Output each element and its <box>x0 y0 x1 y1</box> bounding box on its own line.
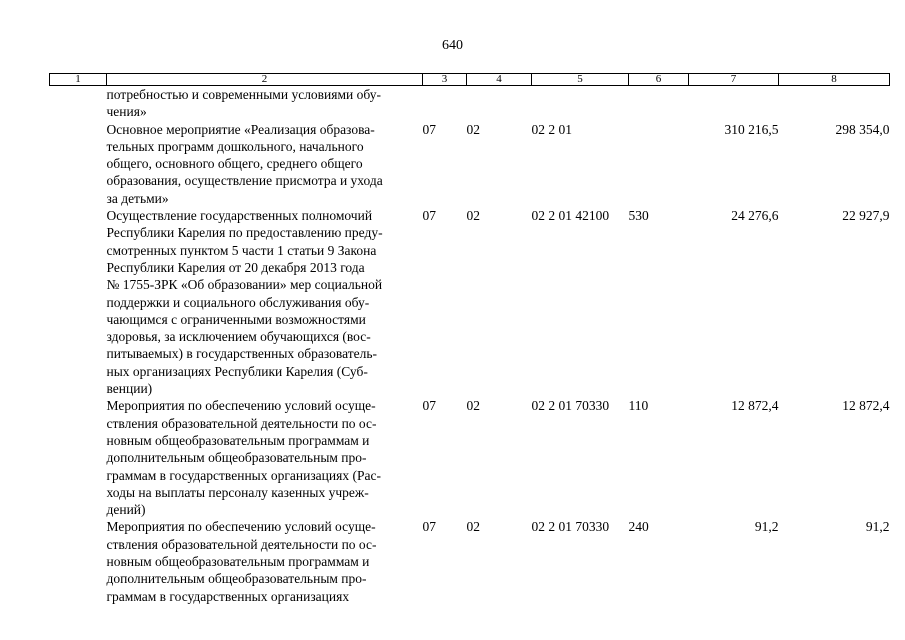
item-name-line: потребностью и современными условиями обу- <box>106 87 381 102</box>
table-row <box>50 397 890 518</box>
item-name-line: здоровья, за исключением обучающихся (вос- <box>106 329 371 345</box>
item-name-line: Республики Карелия по предоставлению преду- <box>106 225 383 241</box>
item-name-line: смотренных пунктом 5 части 1 статьи 9 Закона <box>106 242 377 258</box>
table-row <box>50 207 890 397</box>
item-name-line: Осуществление государственных полномочий <box>106 208 373 224</box>
item-name-line: новным общеобразовательным программам и <box>106 432 370 448</box>
expense-type-cell <box>629 121 689 207</box>
target-item-cell: 02 2 01 42100 <box>531 208 610 224</box>
amount-year-1-cell: 24 276,6 <box>731 208 779 224</box>
item-name-line: поддержки и социального обслуживания обу- <box>106 294 370 310</box>
column-header-4: 4 <box>467 74 532 86</box>
amount-year-2-cell <box>779 86 890 121</box>
item-name-line: дополнительным общеобразовательным про- <box>106 571 367 587</box>
row-number-cell <box>50 207 107 397</box>
column-header-1: 1 <box>50 74 107 86</box>
amount-year-1-cell: 91,2 <box>754 519 779 535</box>
target-item-cell <box>532 86 629 121</box>
item-name-line: дополнительным общеобразовательным про- <box>106 450 367 466</box>
subsection-cell: 02 <box>466 519 480 535</box>
table-row <box>50 86 890 121</box>
item-name-cell <box>107 86 423 121</box>
column-header-6: 6 <box>629 74 689 86</box>
section-cell: 07 <box>422 121 436 137</box>
section-cell: 07 <box>422 208 436 224</box>
row-number-cell <box>50 86 107 121</box>
expense-type-cell: 240 <box>628 519 649 535</box>
subsection-cell <box>467 86 532 121</box>
item-name-line: Мероприятия по обеспечению условий осуще- <box>106 398 376 414</box>
item-name-line: питываемых) в государственных образователь- <box>106 346 378 362</box>
column-header-5: 5 <box>532 74 629 86</box>
item-name-line: Мероприятия по обеспечению условий осуще- <box>106 519 376 535</box>
item-name-line: тельных программ дошкольного, начального <box>106 138 364 154</box>
column-header-7: 7 <box>689 74 779 86</box>
target-item-cell: 02 2 01 70330 <box>531 519 610 535</box>
section-cell <box>423 86 467 121</box>
subsection-cell: 02 <box>466 398 480 414</box>
item-name-line: чающимся с ограниченными возможностями <box>106 311 366 327</box>
expense-type-cell: 530 <box>628 208 649 224</box>
column-header-2: 2 <box>107 74 423 86</box>
row-number-cell <box>50 518 107 604</box>
column-header-8: 8 <box>779 74 890 86</box>
item-name-line: дений) <box>106 502 146 518</box>
item-name-line: общего, основного общего, среднего общего <box>106 156 363 172</box>
item-name-line: чения» <box>106 104 147 120</box>
budget-table <box>49 73 890 605</box>
item-name-line: Основное мероприятие «Реализация образова- <box>106 121 375 137</box>
item-name-line: за детьми» <box>106 190 169 206</box>
row-number-cell <box>50 121 107 207</box>
subsection-cell: 02 <box>466 208 480 224</box>
item-name-line: венции) <box>106 381 153 397</box>
item-name-cell <box>107 518 423 604</box>
amount-year-1-cell: 310 216,5 <box>724 121 779 137</box>
column-header-3: 3 <box>423 74 467 86</box>
amount-year-2-cell: 22 927,9 <box>842 208 890 224</box>
item-name-line: новным общеобразовательным программам и <box>106 554 370 570</box>
item-name-line: ходы на выплаты персоналу казенных учреж- <box>106 484 369 500</box>
item-name-cell <box>107 397 423 518</box>
expense-type-cell: 110 <box>628 398 649 414</box>
section-cell: 07 <box>422 519 436 535</box>
item-name-line: граммам в государственных организациях <box>106 588 350 604</box>
table-header <box>50 74 890 86</box>
target-item-cell: 02 2 01 70330 <box>531 398 610 414</box>
amount-year-2-cell: 91,2 <box>865 519 890 535</box>
item-name-cell <box>107 207 423 397</box>
page-number: 640 <box>442 38 463 53</box>
target-item-cell: 02 2 01 <box>531 121 572 137</box>
amount-year-1-cell: 12 872,4 <box>731 398 779 414</box>
amount-year-2-cell: 298 354,0 <box>835 121 890 137</box>
item-name-line: ных организациях Республики Карелия (Суб- <box>106 363 368 379</box>
section-cell: 07 <box>422 398 436 414</box>
subsection-cell: 02 <box>466 121 480 137</box>
item-name-line: образования, осуществление присмотра и ухода <box>106 173 383 189</box>
row-number-cell <box>50 397 107 518</box>
table-row <box>50 518 890 604</box>
table-row <box>50 121 890 207</box>
amount-year-1-cell <box>689 86 779 121</box>
expense-type-cell <box>629 86 689 121</box>
item-name-cell <box>107 121 423 207</box>
item-name-line: Республики Карелия от 20 декабря 2013 года <box>106 259 365 275</box>
item-name-line: № 1755-ЗРК «Об образовании» мер социальной <box>106 277 383 293</box>
amount-year-2-cell: 12 872,4 <box>842 398 890 414</box>
item-name-line: ствления образовательной деятельности по ос- <box>106 415 377 431</box>
table-body <box>50 86 890 605</box>
item-name-line: ствления образовательной деятельности по ос- <box>106 536 377 552</box>
item-name-line: граммам в государственных организациях (Рас- <box>106 467 381 483</box>
